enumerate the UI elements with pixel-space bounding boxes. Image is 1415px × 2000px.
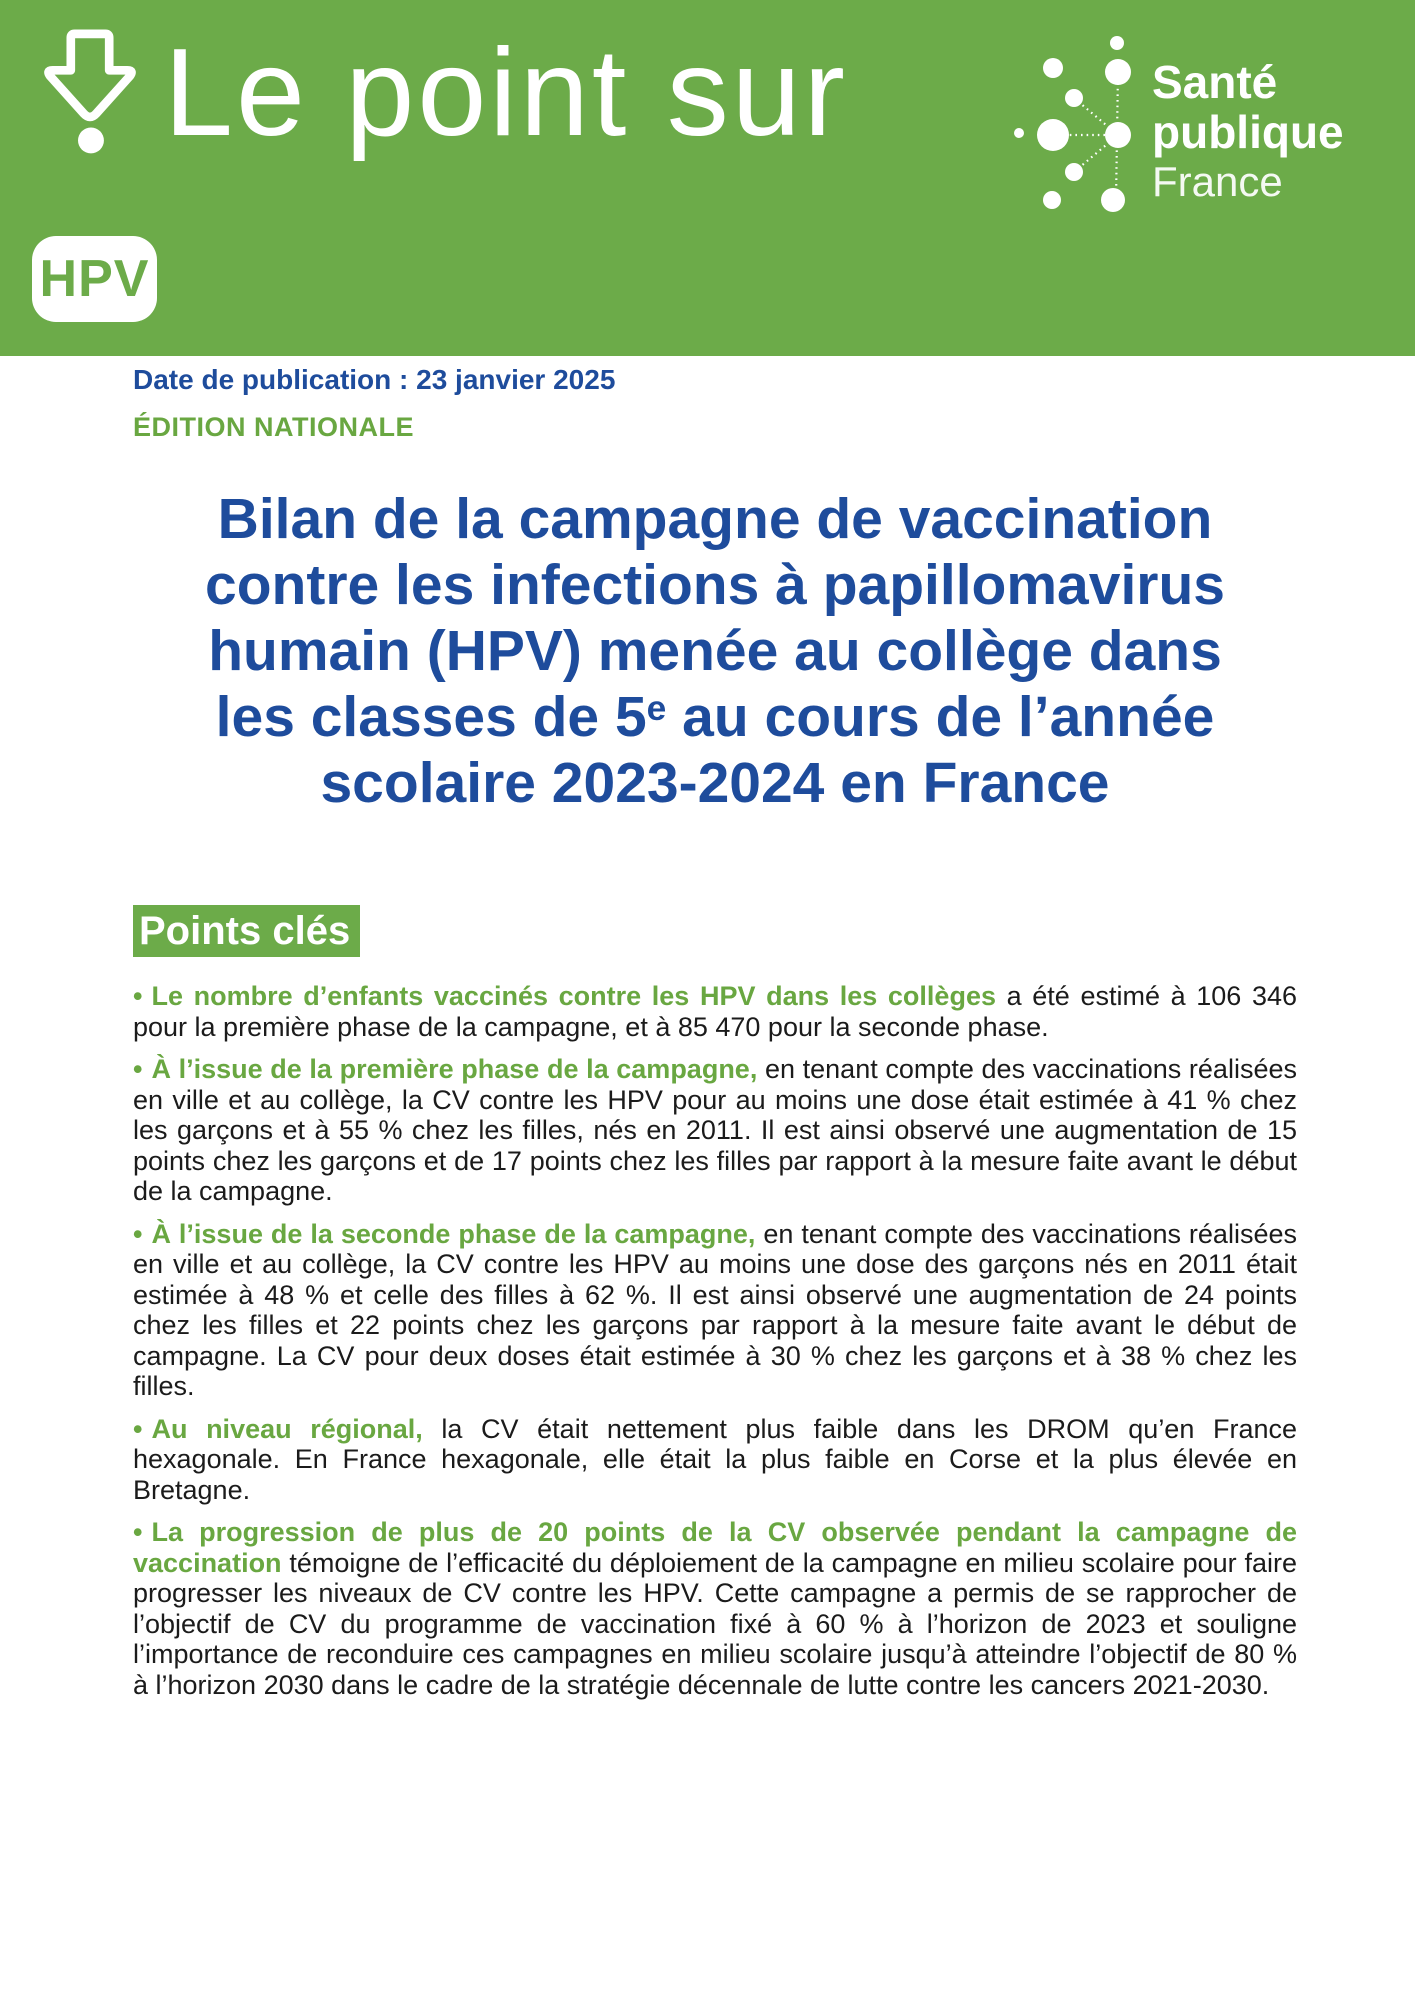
key-point-text: la CV était nettement plus faible dans les DROM qu’en France hexagonale. En France hexagonale, elle était la plus faible en Corse et la plus élevée en Bretagne. [133, 1413, 1298, 1505]
key-points-list [133, 981, 1297, 1712]
key-point-lead: La progression de plus de 20 points de la CV observée pendant la campagne de vaccination [133, 1517, 1297, 1578]
key-point-text: a été estimé à 106 346 pour la première phase de la campagne, et à 85 470 pour la seconde phase. [133, 981, 1297, 1042]
logo-line-publique: publique [1152, 106, 1344, 158]
logo-line-france: France [1152, 158, 1283, 205]
document-title [133, 486, 1297, 816]
superscript-e: e [646, 689, 667, 729]
edition-label: ÉDITION NATIONALE [133, 412, 414, 442]
download-arrow-icon [42, 28, 138, 154]
brand-title: Le point sur [164, 24, 848, 162]
spf-logo-text [1152, 57, 1344, 207]
title-line-3: humain (HPV) menée au collège dans [208, 619, 1222, 683]
logo-line-sante: Santé [1152, 56, 1278, 108]
hpv-badge: HPV [32, 236, 157, 322]
key-point-text: en tenant compte des vaccinations réalisées en ville et au collège, la CV contre les HPV au moins une dose des garçons nés en 2011 était estimée à 48 % et celle des filles à 62 %. Il est ainsi observé une augmentation de 24 points chez les filles et 22 points chez les garçons par rapport à la mesure faite avant le début de campagne. La CV pour deux doses était estimée à 30 % chez les garçons et à 38 % chez les filles. [133, 1218, 1297, 1401]
spf-logo [985, 15, 1385, 220]
key-point-item [133, 981, 1297, 1042]
key-point-item [133, 1414, 1297, 1506]
publication-date: Date de publication : 23 janvier 2025 [133, 364, 616, 395]
header-banner [0, 0, 1415, 356]
key-point-item [133, 1517, 1297, 1700]
key-point-lead: À l’issue de la première phase de la campagne, [151, 1054, 758, 1084]
key-point-item [133, 1054, 1297, 1207]
title-line-1: Bilan de la campagne de vaccination [217, 487, 1213, 551]
key-point-text: en tenant compte des vaccinations réalisées en ville et au collège, la CV contre les HPV pour au moins une dose était estimée à 41 % chez les garçons et à 55 % chez les filles, nés en 2011. Il est ainsi observé une augmentation de 15 points chez les garçons et de 17 points chez les filles par rapport à la mesure faite avant le début de la campagne. [133, 1054, 1297, 1206]
spf-logo-dots-icon [985, 15, 1145, 220]
key-point-lead: Au niveau régional, [151, 1413, 423, 1444]
title-line-4: les classes de 5e au cours de l’année [215, 685, 1215, 749]
key-point-item [133, 1219, 1297, 1402]
title-line-2: contre les infections à papillomavirus [205, 553, 1225, 617]
key-point-text: témoigne de l’efficacité du déploiement de la campagne en milieu scolaire pour faire progresser les niveaux de CV contre les HPV. Cette campagne a permis de se rapprocher de l’objectif de CV du programme de vaccination fixé à 60 % à l’horizon de 2023 et souligne l’importance de reconduire ces campagnes en milieu scolaire jusqu’à atteindre l’objectif de 80 % à l’horizon 2030 dans le cadre de la stratégie décennale de lutte contre les cancers 2021-2030. [133, 1547, 1297, 1700]
key-point-lead: Le nombre d’enfants vaccinés contre les HPV dans les collèges [151, 981, 996, 1011]
key-points-heading: Points clés [133, 905, 360, 957]
key-point-lead: À l’issue de la seconde phase de la campagne, [151, 1218, 756, 1249]
title-line-5: scolaire 2023-2024 en France [320, 751, 1110, 815]
